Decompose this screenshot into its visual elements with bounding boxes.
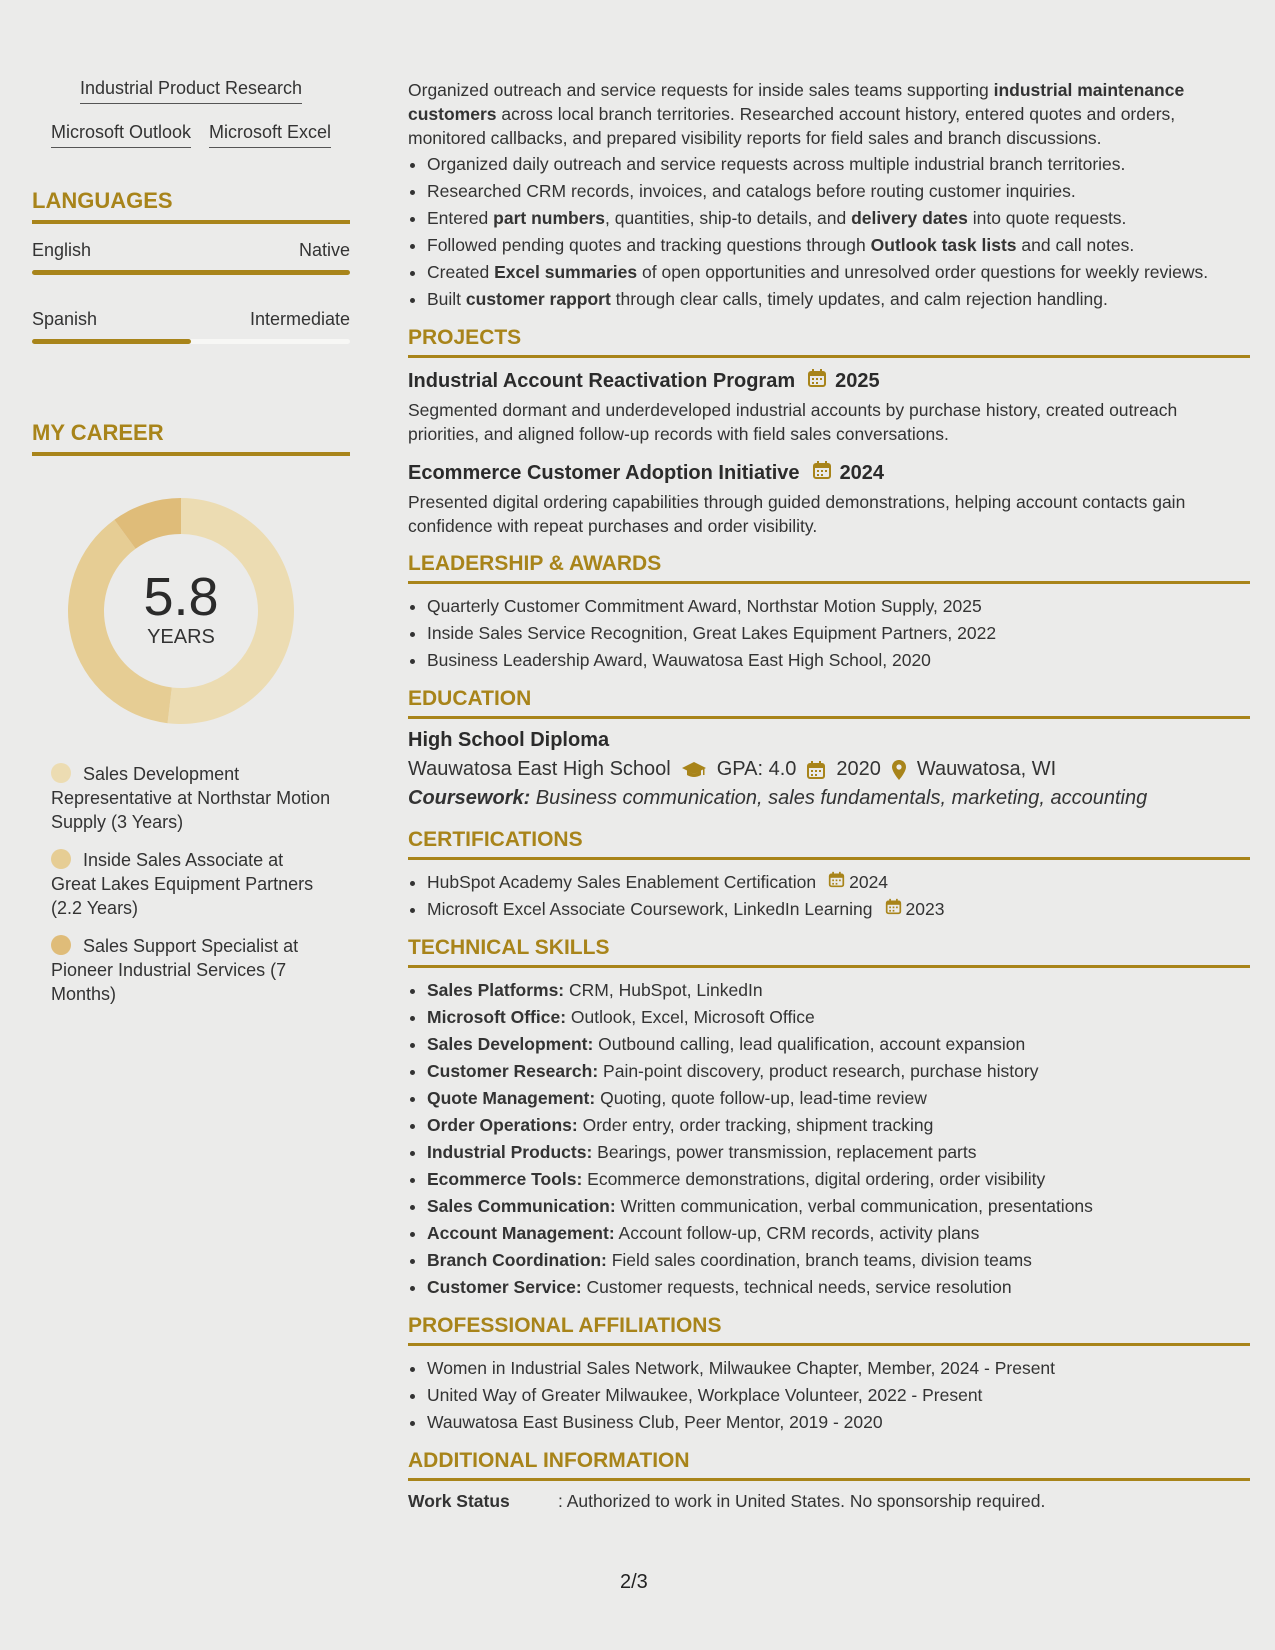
certifications-list: [408, 870, 1250, 922]
calendar-icon: [807, 368, 827, 394]
projects-heading: PROJECTS: [408, 326, 1250, 358]
skill-tag: Microsoft Excel: [209, 122, 331, 148]
skill-item: • Microsoft Office: Outlook, Excel, Microsoft Office: [427, 1005, 1250, 1030]
awards-heading: LEADERSHIP & AWARDS: [408, 552, 1250, 584]
career-legend: [51, 762, 331, 1006]
experience-bullet: • Built customer rapport through clear calls, timely updates, and calm rejection handling.: [427, 287, 1250, 312]
affiliations-heading: PROFESSIONAL AFFILIATIONS: [408, 1314, 1250, 1346]
certifications-heading: CERTIFICATIONS: [408, 828, 1250, 860]
language-item: [32, 309, 350, 344]
skill-item: • Customer Research: Pain-point discovery, product research, purchase history: [427, 1059, 1250, 1084]
calendar-icon: [828, 870, 845, 895]
skill-tag: Industrial Product Research: [80, 78, 302, 104]
work-status-value: : Authorized to work in United States. No sponsorship required.: [558, 1491, 1046, 1511]
skills-list: [408, 978, 1250, 1300]
skill-item: • Sales Development: Outbound calling, lead qualification, account expansion: [427, 1032, 1250, 1057]
skill-item: • Sales Platforms: CRM, HubSpot, LinkedIn: [427, 978, 1250, 1003]
skill-item: • Sales Communication: Written communication, verbal communication, presentations: [427, 1194, 1250, 1219]
languages-heading: LANGUAGES: [32, 188, 350, 224]
affiliations-list: [408, 1356, 1250, 1435]
award-item: • Quarterly Customer Commitment Award, Northstar Motion Supply, 2025: [427, 594, 1250, 619]
project-title-row: [408, 460, 1250, 486]
education-gpa: GPA: 4.0: [716, 758, 797, 780]
project-description: Presented digital ordering capabilities through guided demonstrations, helping account contacts gain confidence with repeat purchases and order visibility.: [408, 492, 1186, 536]
summary-text: across local branch territories. Researched account history, entered quotes and orders, monitored callbacks, and prepared visibility reports for field sales and branch discussions.: [408, 104, 1176, 148]
summary-text: Organized outreach and service requests for inside sales teams supporting: [408, 80, 994, 100]
certification-item: [427, 870, 1250, 895]
skill-item: • Branch Coordination: Field sales coordination, branch teams, division teams: [427, 1248, 1250, 1273]
award-item: • Inside Sales Service Recognition, Great Lakes Equipment Partners, 2022: [427, 621, 1250, 646]
certification-year: 2024: [849, 872, 889, 892]
coursework-label: Coursework:: [408, 787, 531, 809]
language-bar: [32, 339, 350, 344]
education-school: Wauwatosa East High School: [408, 758, 671, 780]
career-legend-text: Sales Development Representative at Northstar Motion Supply (3 Years): [51, 764, 331, 832]
skills-heading: TECHNICAL SKILLS: [408, 936, 1250, 968]
languages-list: [32, 240, 350, 344]
experience-bullets: [408, 152, 1250, 312]
project-year: 2025: [835, 369, 880, 392]
language-name: Spanish: [32, 309, 98, 329]
education-location: Wauwatosa, WI: [916, 758, 1057, 780]
language-bar-fill: [32, 339, 191, 344]
career-legend-text: Sales Support Specialist at Pioneer Industrial Services (7 Months): [51, 936, 299, 1004]
experience-bullet: • Organized daily outreach and service requests across multiple industrial branch territories.: [427, 152, 1250, 177]
project-title-row: [408, 368, 1250, 394]
calendar-icon: [885, 897, 902, 922]
experience-bullet: • Created Excel summaries of open opportunities and unresolved order questions for weekly reviews.: [427, 260, 1250, 285]
career-legend-text: Inside Sales Associate at Great Lakes Equipment Partners (2.2 Years): [51, 850, 314, 918]
legend-dot: [51, 763, 71, 783]
language-bar-fill: [32, 270, 350, 275]
career-legend-item: [51, 934, 331, 1006]
additional-info-heading: ADDITIONAL INFORMATION: [408, 1449, 1250, 1481]
award-item: • Business Leadership Award, Wauwatosa East High School, 2020: [427, 648, 1250, 673]
education-coursework: [408, 787, 1250, 810]
education-heading: EDUCATION: [408, 687, 1250, 719]
legend-dot: [51, 935, 71, 955]
skill-item: • Quote Management: Quoting, quote follow-up, lead-time review: [427, 1086, 1250, 1111]
career-legend-item: [51, 762, 331, 834]
career-donut-chart: [66, 496, 296, 726]
language-level: Native: [298, 240, 350, 260]
skill-item: • Industrial Products: Bearings, power transmission, replacement parts: [427, 1140, 1250, 1165]
legend-dot: [51, 849, 71, 869]
calendar-icon: [812, 460, 832, 486]
page-number: 2/3: [620, 1571, 648, 1593]
project-title: Ecommerce Customer Adoption Initiative: [408, 461, 800, 484]
career-total-years: 5.8: [143, 567, 219, 627]
education-details: [408, 758, 1250, 781]
language-item: [32, 240, 350, 275]
certification-name: HubSpot Academy Sales Enablement Certification: [427, 872, 817, 892]
language-bar: [32, 270, 350, 275]
experience-bullet: • Entered part numbers, quantities, ship-to details, and delivery dates into quote requests.: [427, 206, 1250, 231]
skill-item: • Customer Service: Customer requests, technical needs, service resolution: [427, 1275, 1250, 1300]
project-description: Segmented dormant and underdeveloped industrial accounts by purchase history, created outreach priorities, and aligned follow-up records with field sales conversations.: [408, 400, 1178, 444]
project-item: [408, 460, 1250, 538]
career-legend-item: [51, 848, 331, 920]
education-year: 2020: [836, 758, 881, 780]
certification-item: [427, 897, 1250, 922]
work-status-label: Work Status: [408, 1491, 510, 1511]
awards-list: [408, 594, 1250, 673]
career-heading: MY CAREER: [32, 420, 350, 456]
coursework-text: Business communication, sales fundamentals, marketing, accounting: [530, 787, 1148, 809]
affiliation-item: • United Way of Greater Milwaukee, Workplace Volunteer, 2022 - Present: [427, 1383, 1250, 1408]
graduation-cap-icon: [681, 760, 707, 780]
experience-bullet: • Followed pending quotes and tracking questions through Outlook task lists and call notes.: [427, 233, 1250, 258]
experience-summary: [408, 78, 1250, 150]
skill-tags: [32, 78, 350, 148]
experience-bullet: • Researched CRM records, invoices, and catalogs before routing customer inquiries.: [427, 179, 1250, 204]
language-name: English: [32, 240, 92, 260]
career-total-unit: YEARS: [147, 626, 215, 648]
summary-bold: industrial maintenance customers: [408, 80, 1185, 124]
affiliation-item: • Wauwatosa East Business Club, Peer Mentor, 2019 - 2020: [427, 1410, 1250, 1435]
skill-item: • Account Management: Account follow-up, CRM records, activity plans: [427, 1221, 1250, 1246]
donut-center: [66, 496, 296, 726]
certification-year: 2023: [905, 899, 945, 919]
skill-item: • Ecommerce Tools: Ecommerce demonstrations, digital ordering, order visibility: [427, 1167, 1250, 1192]
skill-item: • Order Operations: Order entry, order tracking, shipment tracking: [427, 1113, 1250, 1138]
main-column: [408, 78, 1250, 1512]
sidebar: [32, 78, 350, 1020]
affiliation-item: • Women in Industrial Sales Network, Milwaukee Chapter, Member, 2024 - Present: [427, 1356, 1250, 1381]
project-item: [408, 368, 1250, 446]
skill-tag: Microsoft Outlook: [51, 122, 191, 148]
work-status-row: [408, 1491, 1250, 1512]
language-level: Intermediate: [249, 309, 350, 329]
location-pin-icon: [891, 759, 907, 781]
calendar-icon: [806, 760, 826, 780]
certification-name: Microsoft Excel Associate Coursework, LinkedIn Learning: [427, 899, 873, 919]
project-title: Industrial Account Reactivation Program: [408, 369, 796, 392]
project-year: 2024: [839, 461, 885, 484]
education-degree: High School Diploma: [408, 729, 610, 751]
